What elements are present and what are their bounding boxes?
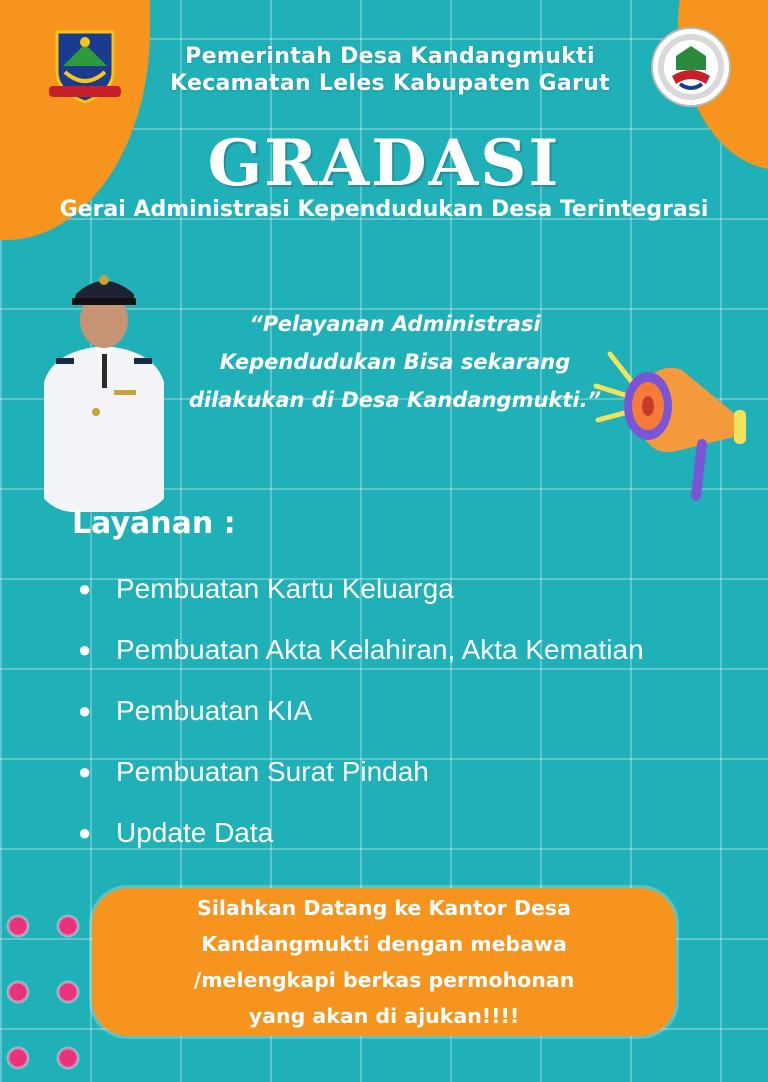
callout-line-1: Silahkan Datang ke Kantor Desa [197,896,571,920]
official-portrait-icon [34,262,174,512]
callout-line-2: Kandangmukti dengan mebawa [201,932,567,956]
quote-line-3: dilakukan di Desa Kandangmukti.” [188,388,602,412]
quote-line-1: “Pelayanan Administrasi [249,312,541,336]
page-subtitle: Gerai Administrasi Kependudukan Desa Terintegrasi [59,197,709,222]
header-village: Pemerintah Desa Kandangmukti [185,44,595,69]
bullet-icon: ● [78,758,92,784]
service-label: Update Data [116,816,274,848]
quote-line-2: Kependudukan Bisa sekarang [219,350,571,374]
bullet-icon: ● [78,636,92,662]
megaphone-icon [592,348,752,503]
bullet-icon: ● [78,575,92,601]
list-item [78,680,644,741]
header-district: Kecamatan Leles Kabupaten Garut [170,71,610,96]
service-label: Pembuatan Surat Pindah [116,755,429,787]
garut-emblem-icon [47,26,123,106]
services-heading: Layanan : [72,506,236,541]
list-item [78,802,644,863]
quote-block [160,305,630,419]
list-item [78,558,644,619]
bullet-icon: ● [78,697,92,723]
decor-dots [4,912,82,1072]
service-label: Pembuatan KIA [116,694,313,726]
visit-callout [92,888,676,1036]
service-label: Pembuatan Akta Kelahiran, Akta Kematian [116,633,644,665]
list-item [78,741,644,802]
callout-line-4: yang akan di ajukan!!!! [248,1004,520,1028]
bullet-icon: ● [78,819,92,845]
page-title: GRADASI [207,126,561,201]
service-label: Pembuatan Kartu Keluarga [116,572,454,604]
callout-line-3: /melengkapi berkas permohonan [193,968,575,992]
services-list [78,558,644,863]
kemendes-emblem-icon [650,26,732,108]
list-item [78,619,644,680]
